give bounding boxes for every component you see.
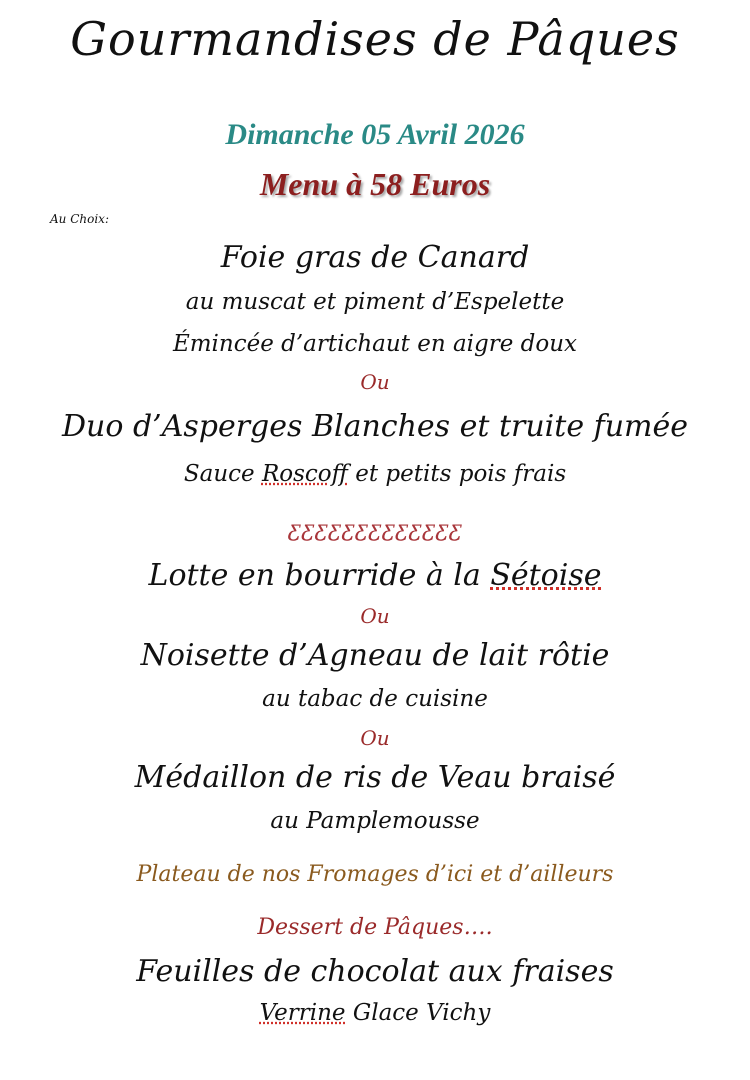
main-2-name: Noisette d’Agneau de lait rôtie (140, 638, 610, 673)
dessert-detail-underlined: Verrine (259, 1000, 346, 1026)
main-2-detail: au tabac de cuisine (262, 686, 488, 712)
dessert-detail-post: Glace Vichy (345, 1000, 491, 1026)
dessert-name: Feuilles de chocolat aux fraises (136, 954, 614, 989)
choice-label: Au Choix: (50, 212, 109, 226)
dessert-heading: Dessert de Pâques…. (257, 915, 493, 940)
course-divider: ƹƹƹƹƹƹƹƹƹƹƹƹƹ (287, 517, 463, 542)
main-3-detail: au Pamplemousse (270, 808, 480, 834)
menu-title: Gourmandises de Pâques (70, 12, 680, 66)
starter-1-name: Foie gras de Canard (220, 240, 530, 275)
starter-2-detail-post: et petits pois frais (347, 461, 567, 487)
main-1-name-pre: Lotte en bourride à la (148, 558, 491, 593)
or-separator-1: Ou (360, 370, 390, 394)
main-3-name: Médaillon de ris de Veau braisé (134, 760, 616, 795)
starter-2-detail-pre: Sauce (183, 461, 262, 487)
starter-2-detail (0, 461, 750, 487)
starter-2-detail-underlined: Roscoff (261, 461, 348, 487)
main-1-name (0, 558, 750, 593)
starter-1-detail-1: au muscat et piment d’Espelette (185, 289, 565, 315)
main-1-name-underlined: Sétoise (490, 558, 602, 593)
starter-2-name: Duo d’Asperges Blanches et truite fumée (61, 409, 688, 444)
or-separator-3: Ou (360, 726, 390, 750)
starter-1-detail-2: Émincée d’artichaut en aigre doux (172, 331, 578, 357)
dessert-detail (0, 1000, 750, 1026)
or-separator-2: Ou (360, 604, 390, 628)
menu-price: Menu à 58 Euros (259, 166, 491, 202)
menu-date: Dimanche 05 Avril 2026 (225, 118, 525, 151)
cheese-course: Plateau de nos Fromages d’ici et d’ailleurs (136, 862, 614, 887)
